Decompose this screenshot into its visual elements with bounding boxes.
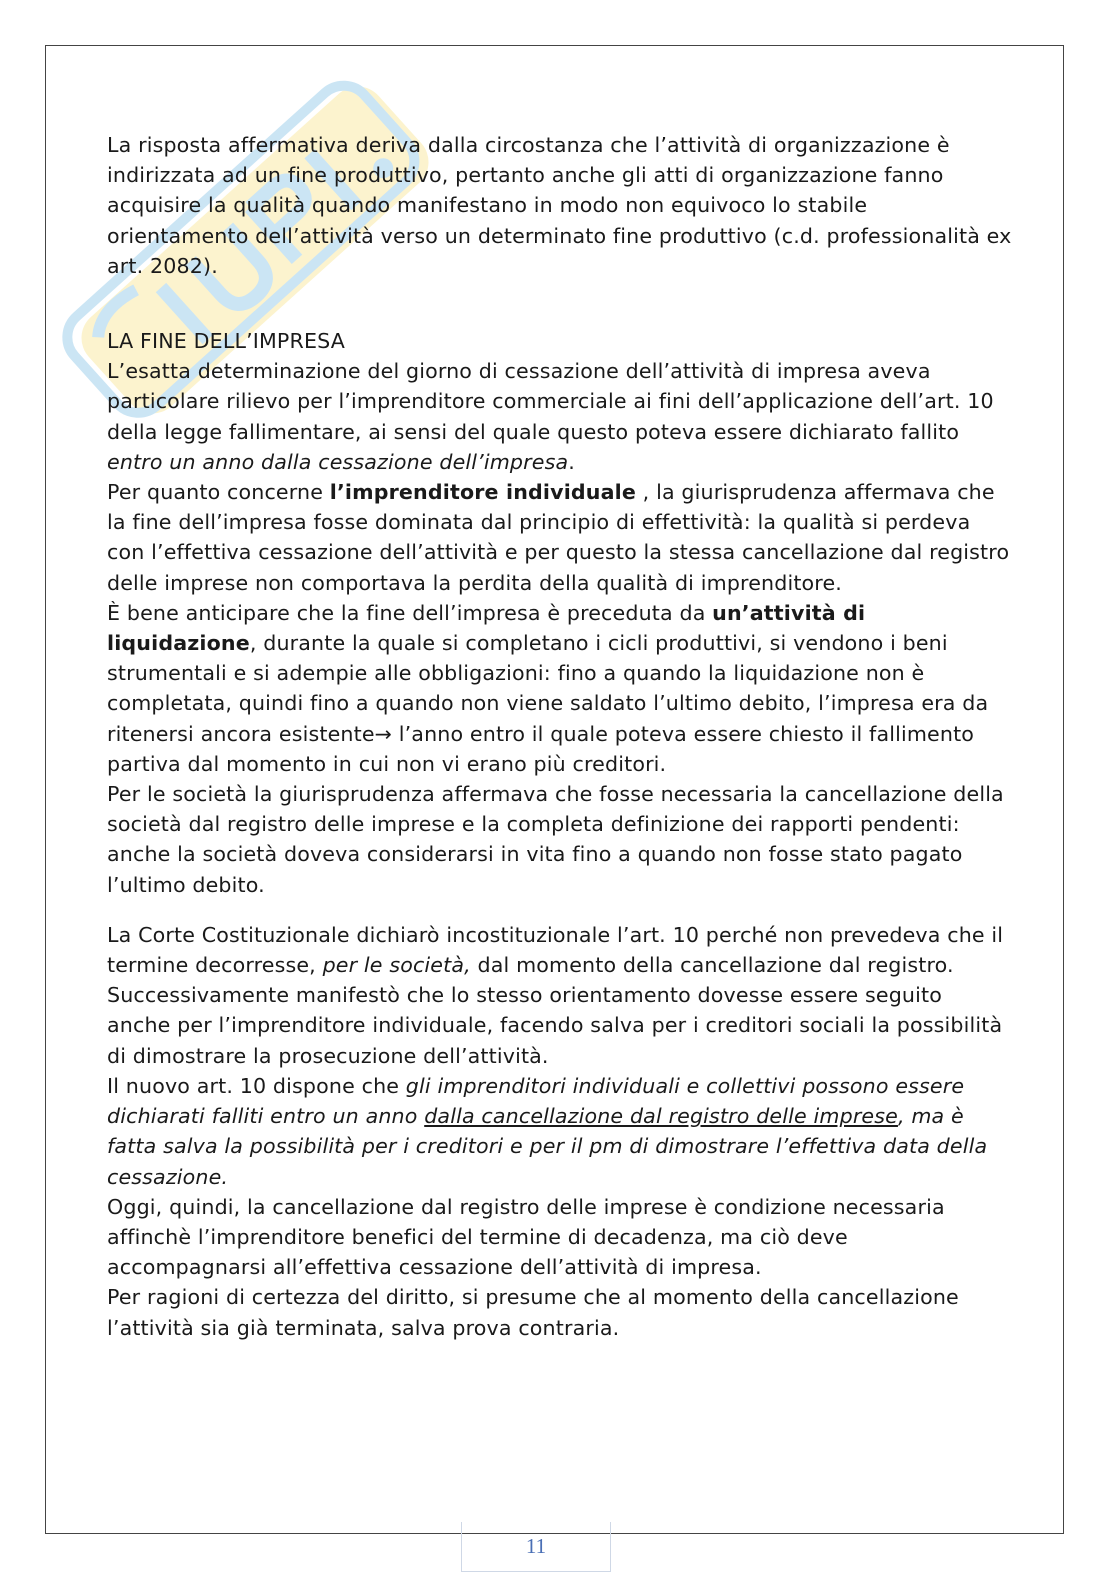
paragraph-today: Oggi, quindi, la cancellazione dal registro delle imprese è condizione necessaria affinchè l’imprenditore benefici del termine di decadenza, ma ciò deve accompagnarsi all’effettiva cessazione dell’attività di impresa. (107, 1194, 945, 1280)
paragraph-determination: L’esatta determinazione del giorno di cessazione dell’attività di impresa aveva particolare rilievo per l’imprenditore commerciale ai fini dell’applicazione dell’art. 10 della legge fallimentare, ai sensi del quale questo poteva essere dichiarato fallito entro un anno dalla cessazione dell’impresa. (107, 359, 994, 474)
arrow-icon: → (374, 721, 393, 746)
paragraph-successively: Successivamente manifestò che lo stesso orientamento dovesse essere seguito anche per l’imprenditore individuale, facendo salva per i creditori sociali la possibilità di dimostrare la prosecuzione dell’attività. (107, 983, 1003, 1068)
paragraph-individual: Per quanto concerne l’imprenditore individuale , la giurisprudenza affermava che la fine dell’impresa fosse dominata dal principio di effettività: la qualità si perdeva con l’effettiva cessazione dell’attività e per questo la stessa cancellazione dal registro delle imprese non comportava la perdita della qualità di imprenditore. (107, 480, 1010, 595)
page-number: 11 (461, 1522, 611, 1572)
paragraph-certainty: Per ragioni di certezza del diritto, si presume che al momento della cancellazione l’attività sia già terminata, salva prova contraria. (107, 1285, 959, 1340)
paragraph-corte: La Corte Costituzionale dichiarò incostituzionale l’art. 10 perché non prevedeva che il termine decorresse, per le società, dal momento della cancellazione dal registro. (107, 922, 1004, 978)
paragraph-intro: La risposta affermativa deriva dalla circostanza che l’attività di organizzazione è indirizzata ad un fine produttivo, pertanto anche gli atti di organizzazione fanno acquisire la qualità quando manifestano in modo non equivoco lo stabile orientamento dell’attività verso un determinato fine produttivo (c.d. professionalità ex art. 2082). (107, 133, 1012, 278)
paragraph-new-art: Il nuovo art. 10 dispone che gli imprenditori individuali e collettivi possono essere dichiarati falliti entro un anno dalla cancellazione dal registro delle imprese, ma è fatta salva la possibilità per i creditori e per il pm di dimostrare l’effettiva data della cessazione. (107, 1073, 988, 1189)
document-body (107, 130, 1012, 1343)
spacer (107, 900, 1012, 920)
spacer (107, 281, 1012, 326)
paragraph-liquidation: È bene anticipare che la fine dell’impresa è preceduta da un’attività di liquidazione, durante la quale si completano i cicli produttivi, si vendono i beni strumentali e si adempie alle obbligazioni: fino a quando la liquidazione non è completata, quindi fino a quando non viene saldato l’ultimo debito, l’impresa era da ritenersi ancora esistente→ l’anno entro il quale poteva essere chiesto il fallimento partiva dal momento in cui non vi erano più creditori. (107, 600, 989, 776)
section-heading: LA FINE DELL’IMPRESA (107, 329, 345, 354)
paragraph-societies: Per le società la giurisprudenza affermava che fosse necessaria la cancellazione della società dal registro delle imprese e la completa definizione dei rapporti pendenti: anche la società doveva considerarsi in vita fino a quando non fosse stato pagato l’ultimo debito. (107, 782, 1004, 897)
